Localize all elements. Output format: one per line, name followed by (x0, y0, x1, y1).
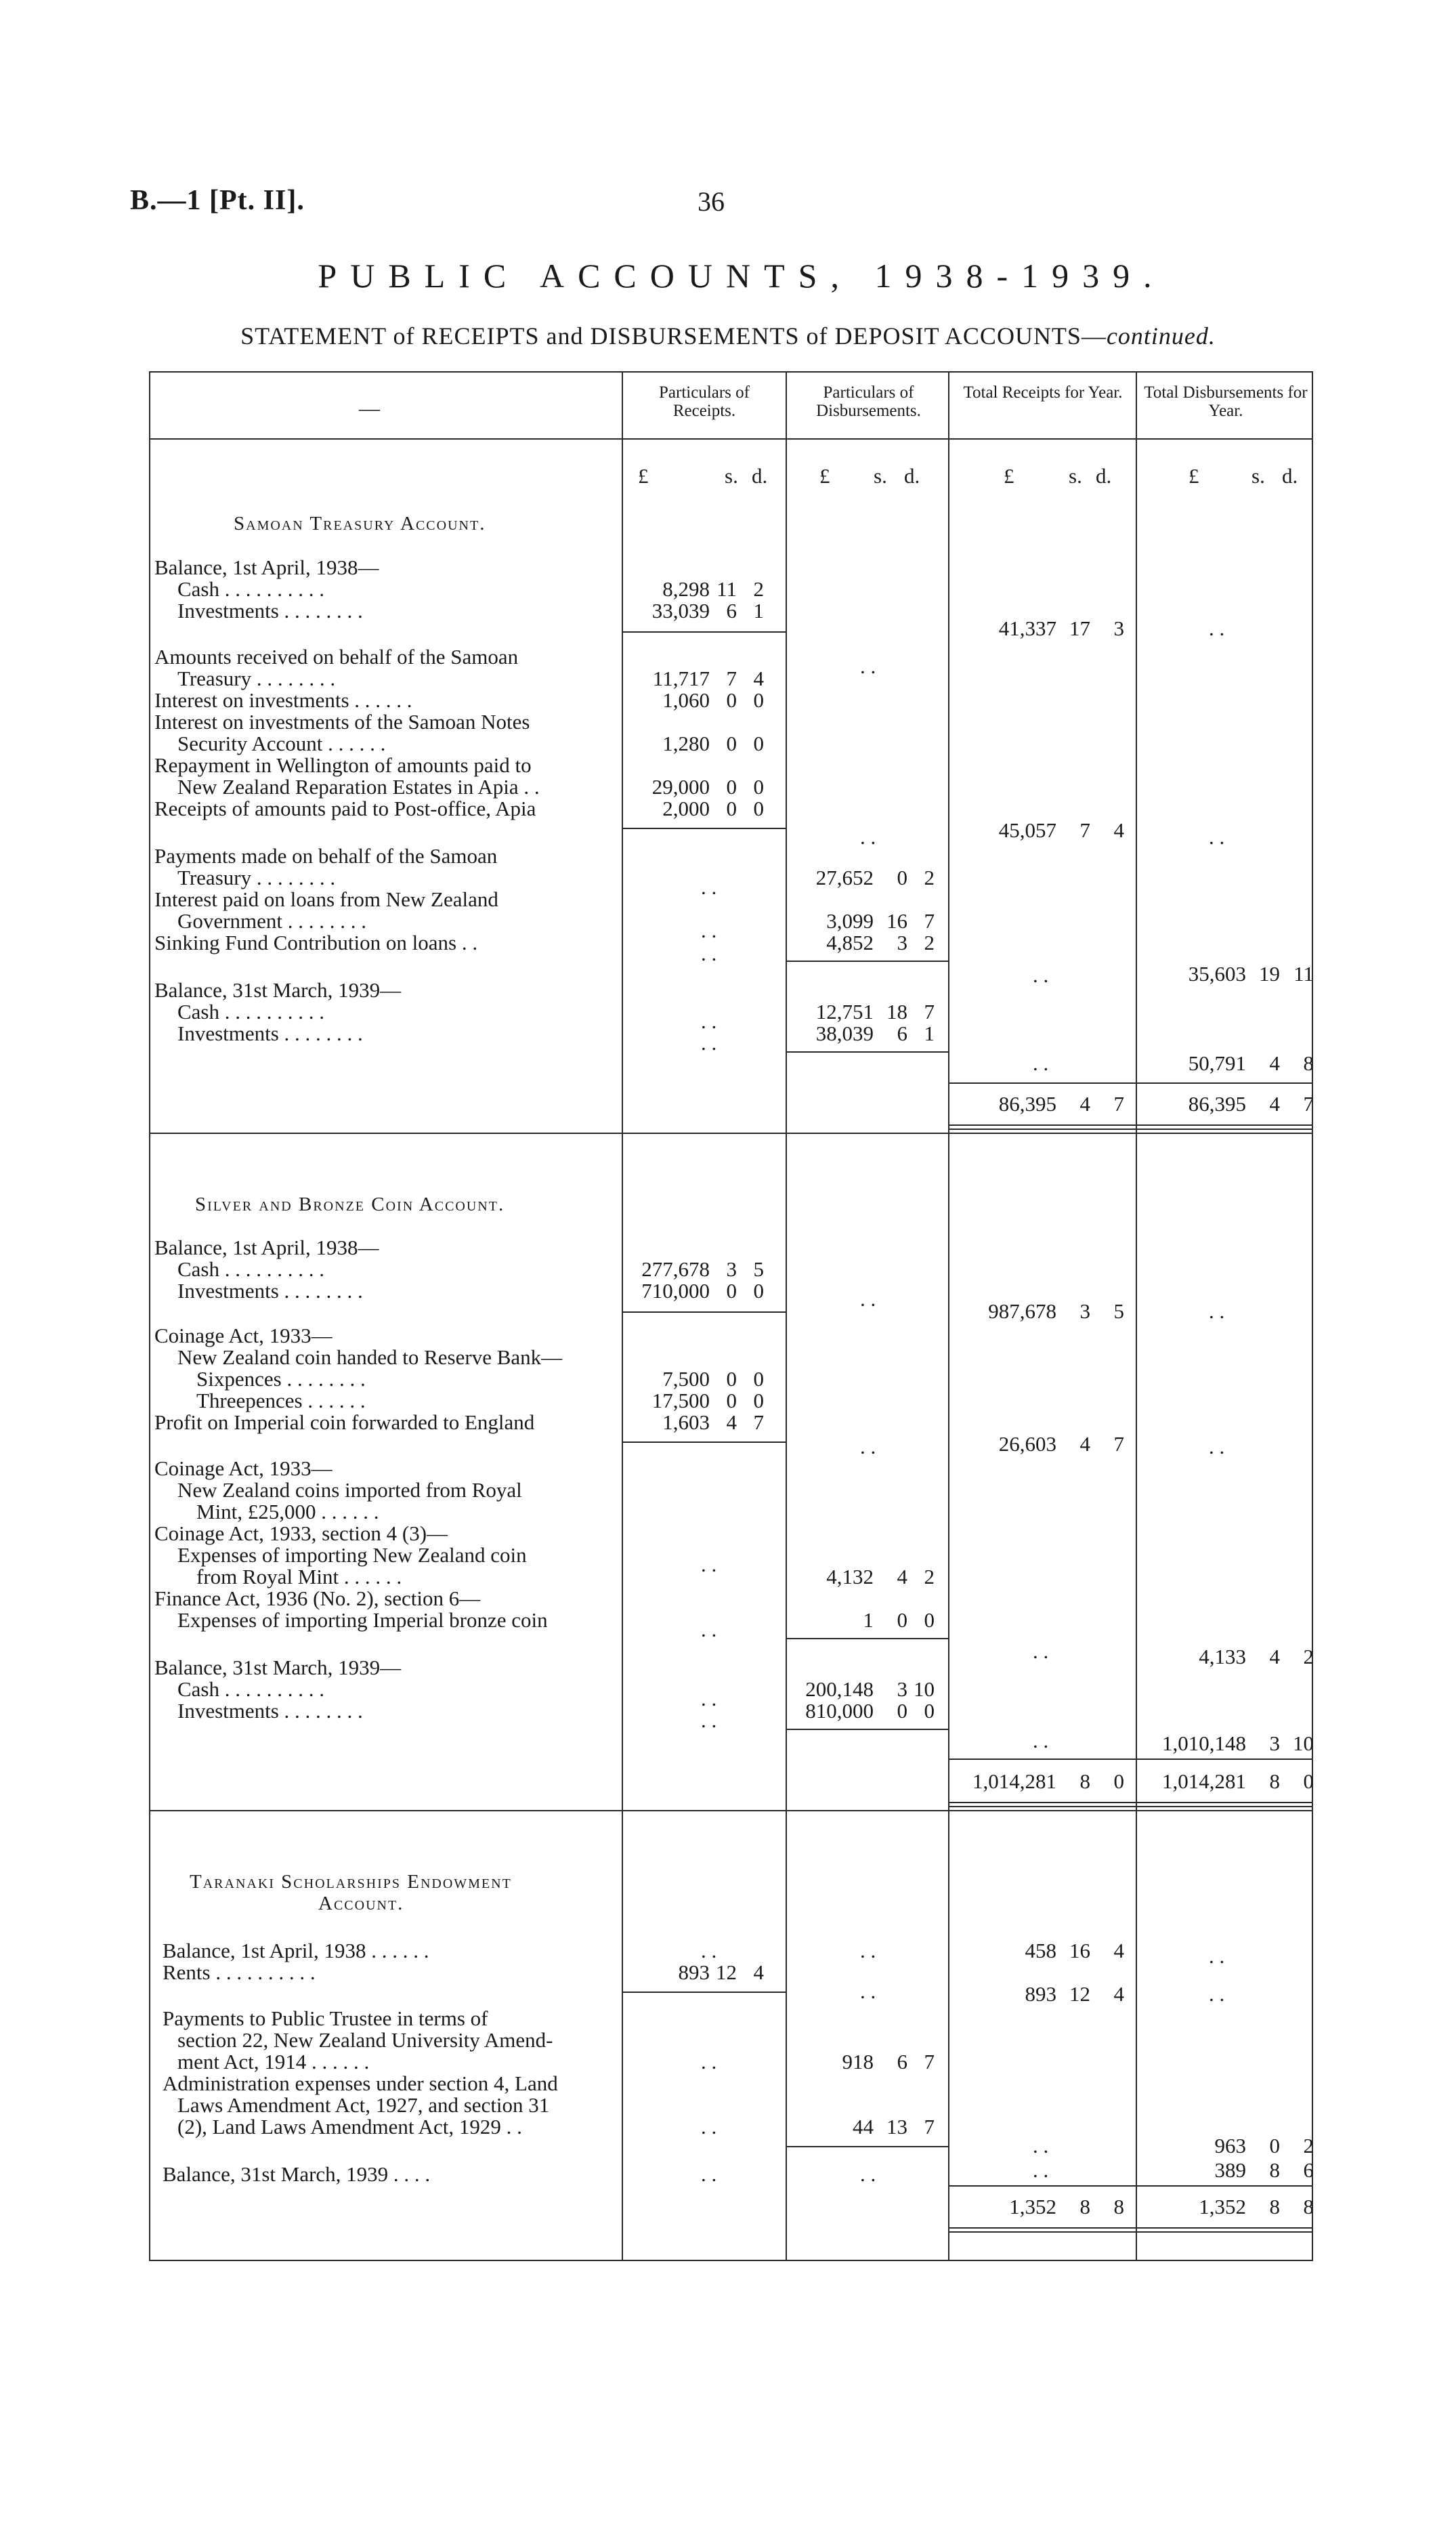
line-item: Payments to Public Trustee in terms of (163, 2006, 488, 2030)
double-rule (948, 1129, 1312, 1130)
total-cell: 50,791 4 8 (1188, 1051, 1314, 1075)
line-item: Receipts of amounts paid to Post-office, Apia (154, 797, 536, 820)
empty-marker: . . (1209, 1299, 1225, 1323)
empty-marker: . . (701, 1687, 717, 1710)
amount-cell: 1,603 4 7 (662, 1410, 764, 1434)
line-item: Coinage Act, 1933— (154, 1456, 333, 1480)
total-cell: 35,603 19 11 (1188, 962, 1314, 986)
column-header-disbursements: Particulars of Disbursements. (816, 383, 921, 420)
section-heading-taranaki: Taranaki Scholarships Endowment (190, 1871, 512, 1893)
amount-cell: 27,652 0 2 (815, 866, 935, 889)
amount-cell: 1,280 0 0 (662, 732, 764, 755)
line-item: New Zealand coins imported from Royal (177, 1478, 522, 1502)
column-divider-total-disb (1136, 371, 1137, 2261)
subtotal-rule (786, 1729, 948, 1730)
section-heading-taranaki-cont: Account. (318, 1893, 404, 1914)
subtotal-rule (786, 1051, 948, 1053)
line-item: Administration expenses under section 4, Land (163, 2071, 558, 2095)
amount-cell: 29,000 0 0 (651, 775, 764, 799)
column-header-total-disbursements: Total Disbursements for Year. (1144, 383, 1308, 420)
total-cell: 458 16 4 (1025, 1939, 1124, 1962)
total-cell: 893 12 4 (1025, 1982, 1124, 2006)
empty-marker: . . (1209, 1944, 1225, 1968)
column-divider-disbursements (786, 371, 787, 2261)
empty-marker: . . (1033, 1051, 1049, 1075)
line-item: Interest paid on loans from New Zealand (154, 887, 498, 911)
unit-shillings: s. (725, 464, 738, 488)
subtotal-rule (622, 828, 786, 829)
amount-cell: 7,500 0 0 (662, 1367, 764, 1391)
subtotal-rule (622, 1441, 786, 1443)
unit-pence: d. (904, 464, 920, 488)
column-divider-receipts (622, 371, 623, 2261)
empty-marker: . . (1209, 616, 1225, 640)
total-cell: 4,133 4 2 (1199, 1645, 1314, 1668)
line-item: Repayment in Wellington of amounts paid to (154, 753, 532, 777)
empty-marker: . . (860, 1979, 876, 2003)
line-item: Balance, 31st March, 1939 . . . . (163, 2162, 431, 2186)
amount-cell: 17,500 0 0 (651, 1389, 764, 1412)
empty-marker: . . (701, 2162, 717, 2186)
line-item: Threepences . . . . . . (196, 1389, 366, 1412)
unit-pence: d. (1096, 464, 1112, 488)
amount-cell: 1,060 0 0 (662, 688, 764, 712)
empty-marker: . . (701, 2115, 717, 2139)
line-item: Cash . . . . . . . . . . (177, 1000, 324, 1024)
double-rule (948, 1802, 1312, 1803)
line-item: from Royal Mint . . . . . . (196, 1565, 402, 1588)
line-item: Amounts received on behalf of the Samoan (154, 645, 519, 669)
section-heading-samoan: Samoan Treasury Account. (234, 513, 486, 534)
line-item: Balance, 1st April, 1938— (154, 1236, 379, 1259)
line-item: Cash . . . . . . . . . . (177, 1257, 324, 1281)
empty-marker: . . (701, 919, 717, 942)
empty-marker: . . (860, 825, 876, 849)
amount-cell: 2,000 0 0 (662, 797, 764, 820)
empty-marker: . . (860, 654, 876, 678)
amount-cell: 1 0 0 (863, 1608, 935, 1632)
empty-marker: . . (860, 1287, 876, 1311)
line-item: Balance, 1st April, 1938— (154, 555, 379, 579)
empty-marker: . . (701, 1618, 717, 1641)
empty-marker: . . (860, 1939, 876, 1962)
empty-marker: . . (860, 2162, 876, 2186)
line-item: Cash . . . . . . . . . . (177, 577, 324, 601)
subtotal-rule (786, 1638, 948, 1639)
line-item: Security Account . . . . . . (177, 732, 386, 755)
sum-cell: 1,014,281 8 0 (972, 1769, 1124, 1793)
amount-cell: 710,000 0 0 (641, 1279, 764, 1303)
amount-cell: 33,039 6 1 (651, 599, 764, 623)
empty-marker: . . (1033, 2158, 1049, 2182)
amount-cell: 810,000 0 0 (805, 1699, 935, 1723)
line-item: Finance Act, 1936 (No. 2), section 6— (154, 1586, 481, 1610)
line-item: Balance, 1st April, 1938 . . . . . . (163, 1939, 429, 1962)
empty-marker: . . (701, 1031, 717, 1055)
empty-marker: . . (1033, 963, 1049, 987)
line-item: New Zealand Reparation Estates in Apia . . (177, 775, 540, 799)
table-header-rule (149, 438, 1312, 440)
line-item: Cash . . . . . . . . . . (177, 1677, 324, 1701)
table-left-border (149, 371, 150, 2261)
total-rule (948, 1082, 1312, 1084)
subtotal-rule (622, 1311, 786, 1313)
total-cell: 1,010,148 3 10 (1162, 1731, 1314, 1755)
subtotal-rule (786, 2146, 948, 2147)
line-item: Mint, £25,000 . . . . . . (196, 1500, 379, 1523)
empty-marker: . . (701, 1553, 717, 1576)
subtotal-rule (622, 631, 786, 633)
total-cell: 389 8 6 (1214, 2158, 1314, 2182)
line-item: Profit on Imperial coin forwarded to England (154, 1410, 535, 1434)
line-item: Laws Amendment Act, 1927, and section 31 (177, 2093, 550, 2117)
empty-marker: . . (1209, 1435, 1225, 1458)
line-item: Treasury . . . . . . . . (177, 667, 336, 690)
unit-pence: d. (752, 464, 768, 488)
total-cell: 45,057 7 4 (998, 818, 1124, 842)
empty-marker: . . (860, 1435, 876, 1458)
amount-cell: 3,099 16 7 (826, 909, 935, 933)
double-rule (948, 2227, 1312, 2229)
empty-marker: . . (701, 1708, 717, 1732)
line-item: Sixpences . . . . . . . . (196, 1367, 366, 1391)
table-right-border (1312, 371, 1313, 2261)
amount-cell: 277,678 3 5 (641, 1257, 764, 1281)
column-divider-total-receipts (948, 371, 949, 2261)
sum-cell: 86,395 4 7 (1188, 1092, 1314, 1116)
unit-shillings: s. (1069, 464, 1082, 488)
empty-marker: . . (1209, 1982, 1225, 2006)
empty-marker: . . (701, 1939, 717, 1962)
empty-marker: . . (1209, 825, 1225, 849)
subtotal-rule (622, 1992, 786, 1993)
line-item: Interest on investments . . . . . . (154, 688, 412, 712)
amount-cell: 11,717 7 4 (652, 667, 764, 690)
empty-marker: . . (1033, 1729, 1049, 1752)
amount-cell: 4,852 3 2 (826, 931, 935, 954)
document-reference: B.—1 [Pt. II]. (130, 185, 305, 216)
column-header-total-receipts: Total Receipts for Year. (963, 383, 1123, 402)
line-item: Rents . . . . . . . . . . (163, 1960, 316, 1984)
total-cell: 963 0 2 (1214, 2134, 1314, 2157)
line-item: Interest on investments of the Samoan Notes (154, 710, 530, 734)
section-heading-silver: Silver and Bronze Coin Account. (195, 1194, 505, 1215)
line-item: Coinage Act, 1933, section 4 (3)— (154, 1521, 448, 1545)
total-cell: 41,337 17 3 (998, 616, 1124, 640)
line-item: Payments made on behalf of the Samoan (154, 844, 498, 868)
line-item: (2), Land Laws Amendment Act, 1929 . . (177, 2115, 522, 2139)
line-item: ment Act, 1914 . . . . . . (177, 2050, 370, 2073)
line-item: Treasury . . . . . . . . (177, 866, 336, 889)
line-item: Coinage Act, 1933— (154, 1324, 333, 1347)
table-top-rule (149, 371, 1312, 373)
unit-pounds: £ (638, 464, 649, 488)
line-item: Balance, 31st March, 1939— (154, 1656, 402, 1679)
page-title: PUBLIC ACCOUNTS, 1938-1939. (318, 257, 1165, 295)
total-cell: 987,678 3 5 (988, 1299, 1124, 1323)
line-item: section 22, New Zealand University Amend- (177, 2028, 553, 2052)
double-rule (948, 1806, 1312, 1807)
line-item: Investments . . . . . . . . (177, 1699, 363, 1723)
unit-shillings: s. (1251, 464, 1265, 488)
line-item: Investments . . . . . . . . (177, 1021, 363, 1045)
subtotal-rule (786, 961, 948, 962)
amount-cell: 12,751 18 7 (815, 1000, 935, 1024)
total-rule (948, 2185, 1312, 2187)
amount-cell: 38,039 6 1 (815, 1021, 935, 1045)
sum-cell: 86,395 4 7 (998, 1092, 1124, 1116)
total-rule (948, 1758, 1312, 1760)
amount-cell: 893 12 4 (678, 1960, 764, 1984)
sum-cell: 1,352 8 8 (1009, 2195, 1124, 2218)
line-item: Government . . . . . . . . (177, 909, 366, 933)
line-item: Investments . . . . . . . . (177, 599, 363, 623)
amount-cell: 918 6 7 (842, 2050, 935, 2073)
page-number: 36 (698, 186, 725, 217)
amount-cell: 4,132 4 2 (826, 1565, 935, 1588)
section-divider (149, 1810, 1312, 1811)
line-item: New Zealand coin handed to Reserve Bank— (177, 1345, 563, 1369)
table-bottom-rule (149, 2260, 1312, 2261)
empty-marker: . . (701, 2050, 717, 2073)
sum-cell: 1,352 8 8 (1199, 2195, 1314, 2218)
sum-cell: 1,014,281 8 0 (1162, 1769, 1314, 1793)
line-item: Expenses of importing New Zealand coin (177, 1543, 527, 1567)
total-cell: 26,603 4 7 (998, 1432, 1124, 1456)
column-header-receipts: Particulars of Receipts. (659, 383, 750, 420)
amount-cell: 200,148 3 10 (805, 1677, 935, 1701)
amount-cell: 8,298 11 2 (662, 577, 764, 601)
double-rule (948, 1124, 1312, 1126)
unit-pounds: £ (1004, 464, 1014, 488)
empty-marker: . . (1033, 2134, 1049, 2157)
line-item: Sinking Fund Contribution on loans . . (154, 931, 478, 954)
unit-pence: d. (1282, 464, 1298, 488)
unit-pounds: £ (819, 464, 830, 488)
double-rule (948, 2231, 1312, 2233)
line-item: Expenses of importing Imperial bronze coin (177, 1608, 548, 1632)
column-header-description: — (359, 396, 380, 420)
unit-pounds: £ (1189, 464, 1199, 488)
line-item: Balance, 31st March, 1939— (154, 978, 402, 1002)
unit-shillings: s. (874, 464, 887, 488)
empty-marker: . . (701, 942, 717, 965)
empty-marker: . . (1033, 1639, 1049, 1663)
line-item: Investments . . . . . . . . (177, 1279, 363, 1303)
empty-marker: . . (701, 875, 717, 899)
amount-cell: 44 13 7 (853, 2115, 935, 2139)
section-divider (149, 1133, 1312, 1134)
statement-subtitle: STATEMENT of RECEIPTS and DISBURSEMENTS of DEPOSIT ACCOUNTS—continued. (240, 322, 1216, 350)
empty-marker: . . (701, 1009, 717, 1033)
